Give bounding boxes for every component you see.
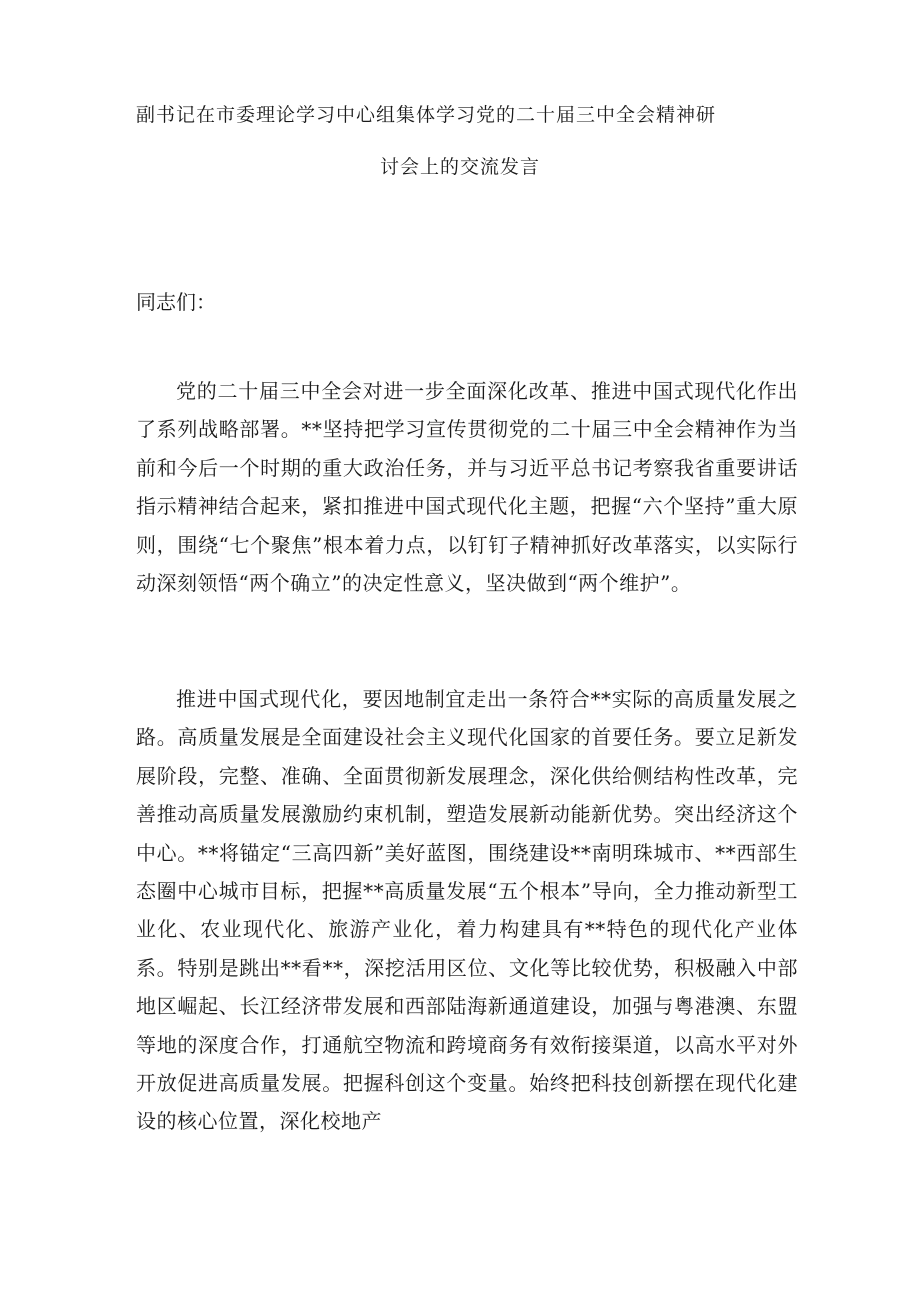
document-title-line-2: 讨会上的交流发言 [380,156,541,178]
paragraph-2: 推进中国式现代化，要因地制宜走出一条符合**实际的高质量发展之路。高质量发展是全面建设社会主义现代化国家的首要任务。要立足新发展阶段，完整、准确、全面贯彻新发展理念，深化供给侧结构性改革，完善推动高质量发展激励约束机制，塑造发展新动能新优势。突出经济这个中心。**将锚定“三高四新”美好蓝图，围绕建设**南明珠城市、**西部生态圈中心城市目标，把握**高质量发展“五个根本”导向，全力推动新型工业化、农业现代化、旅游产业化，着力构建具有**特色的现代化产业体系。特别是跳出**看**，深挖活用区位、文化等比较优势，积极融入中部地区崛起、长江经济带发展和西部陆海新通道建设，加强与粤港澳、东盟等地的深度合作，打通航空物流和跨境商务有效衔接渠道，以高水平对外开放促进高质量发展。把握科创这个变量。始终把科技创新摆在现代化建设的核心位置，深化校地产 [136,687,798,1134]
document-title-line-1: 副书记在市委理论学习中心组集体学习党的二十届三中全会精神研 [136,104,717,126]
salutation: 同志们： [136,290,216,314]
paragraph-1: 党的二十届三中全会对进一步全面深化改革、推进中国式现代化作出了系列战略部署。**坚持把学习宣传贯彻党的二十届三中全会精神作为当前和今后一个时期的重大政治任务，并与习近平总书记考察我省重要讲话指示精神结合起来，紧扣推进中国式现代化主题，把握“六个坚持”重大原则，围绕“七个聚焦”根本着力点，以钉钉子精神抓好改革落实，以实际行动深刻领悟“两个确立”的决定性意义，坚决做到“两个维护”。 [136,379,798,596]
